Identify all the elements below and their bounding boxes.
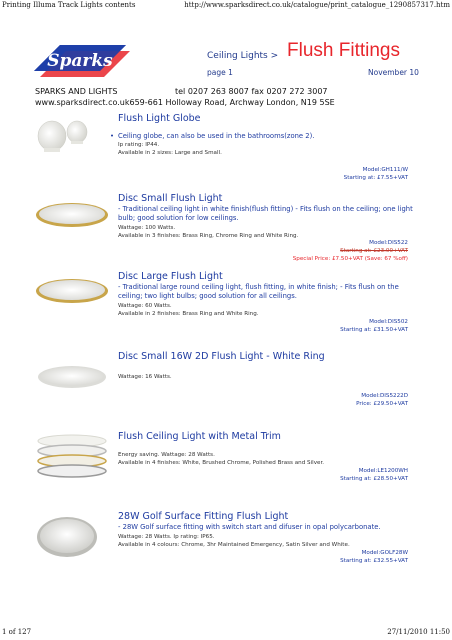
product-detail: Wattage: 28 Watts. Ip rating: IP65.: [118, 534, 215, 540]
svg-text:Sparks: Sparks: [47, 51, 113, 71]
disc-2d-light-image: [32, 357, 112, 397]
sparks-logo: [30, 41, 130, 81]
disc-large-light-image: [32, 269, 112, 309]
product-price: Starting at: £31.50+VAT: [340, 327, 408, 333]
product-model: Model:DIS522: [369, 240, 408, 246]
metal-trim-light-image: [32, 431, 112, 481]
product-description: - Traditional ceiling light in white finish(flush fitting) - Fits flush on the ceiling; one light bulb; good solution for low ceilings.: [118, 205, 413, 222]
product-price: Starting at: £32.55+VAT: [340, 558, 408, 564]
product-item: [0, 271, 452, 351]
product-item: [0, 351, 452, 431]
product-detail: Ip rating: IP44.: [118, 142, 160, 148]
sparks-logo-graphic: [30, 41, 130, 81]
product-price: Price: £29.50+VAT: [356, 401, 408, 407]
product-item: [0, 193, 452, 271]
product-detail: Available in 2 sizes: Large and Small.: [118, 150, 222, 156]
product-name[interactable]: Flush Ceiling Light with Metal Trim: [118, 431, 281, 442]
product-item: [0, 511, 452, 591]
product-description: • Ceiling globe, can also be used in the bathrooms(zone 2).: [118, 132, 418, 141]
product-detail: Available in 3 finishes: Brass Ring, Chrome Ring and White Ring.: [118, 233, 299, 239]
print-timestamp: 27/11/2010 11:50: [387, 628, 450, 636]
product-name[interactable]: 28W Golf Surface Fitting Flush Light: [118, 511, 289, 522]
product-detail: Wattage: 100 Watts.: [118, 225, 176, 231]
print-footer: [2, 628, 450, 638]
product-description: - Traditional large round ceiling light, flush fitting, in white finish; - Fits flush on the ceiling; two light bulbs; good solution for all ceilings.: [118, 283, 399, 300]
product-name[interactable]: Disc Small Flush Light: [118, 193, 223, 204]
golf-light-image: [32, 511, 102, 561]
product-name[interactable]: Flush Light Globe: [118, 113, 201, 124]
product-detail: Available in 2 finishes: Brass Ring and White Ring.: [118, 311, 259, 317]
breadcrumb[interactable]: Ceiling Lights >: [207, 51, 279, 61]
company-name: SPARKS AND LIGHTS: [35, 87, 118, 96]
page-number: page 1: [207, 68, 233, 77]
print-page-count: 1 of 127: [2, 628, 32, 636]
print-header: [2, 1, 450, 11]
product-item: [0, 431, 452, 511]
globe-light-image: [32, 114, 92, 159]
print-header-title: Printing Illuma Track Lights contents: [2, 1, 136, 9]
product-description: - 28W Golf surface fitting with switch start and difuser in opal polycarbonate.: [118, 523, 381, 531]
product-detail: Available in 4 finishes: White, Brushed Chrome, Polished Brass and Silver.: [118, 460, 325, 466]
product-special-price: Special Price: £7.50+VAT (Save: 67 %off): [292, 256, 408, 262]
product-model: Model:LE1200WH: [358, 468, 408, 474]
disc-light-image: [32, 193, 112, 233]
product-detail: Available in 4 colours: Chrome, 3hr Maintained Emergency, Satin Silver and White.: [118, 542, 350, 548]
product-detail: Wattage: 60 Watts.: [118, 303, 172, 309]
product-detail: Energy saving. Wattage: 28 Watts.: [118, 452, 215, 458]
product-price: Starting at: £7.55+VAT: [343, 175, 408, 181]
product-name[interactable]: Disc Small 16W 2D Flush Light - White Ring: [118, 351, 325, 362]
product-old-price: Starting at: £23.00+VAT: [340, 248, 408, 254]
contact-phone: tel 0207 263 8007 fax 0207 272 3007: [175, 87, 328, 96]
product-model: Model:DIS502: [369, 319, 408, 325]
product-detail: Wattage: 16 Watts.: [118, 374, 172, 380]
product-model: Model:GH111/W: [362, 167, 408, 173]
product-name[interactable]: Disc Large Flush Light: [118, 271, 223, 282]
product-model: Model:DIS5222D: [361, 393, 408, 399]
product-model: Model:GOLF28W: [361, 550, 408, 556]
product-price: Starting at: £28.50+VAT: [340, 476, 408, 482]
catalogue-date: November 10: [368, 68, 419, 77]
print-header-url[interactable]: http://www.sparksdirect.co.uk/catalogue/print_catalogue_1290857317.htm: [184, 1, 450, 9]
product-item: [0, 112, 452, 192]
page-title: Flush Fittings: [287, 40, 400, 61]
company-address: www.sparksdirect.co.uk659-661 Holloway Road, Archway London, N19 5SE: [35, 98, 335, 107]
